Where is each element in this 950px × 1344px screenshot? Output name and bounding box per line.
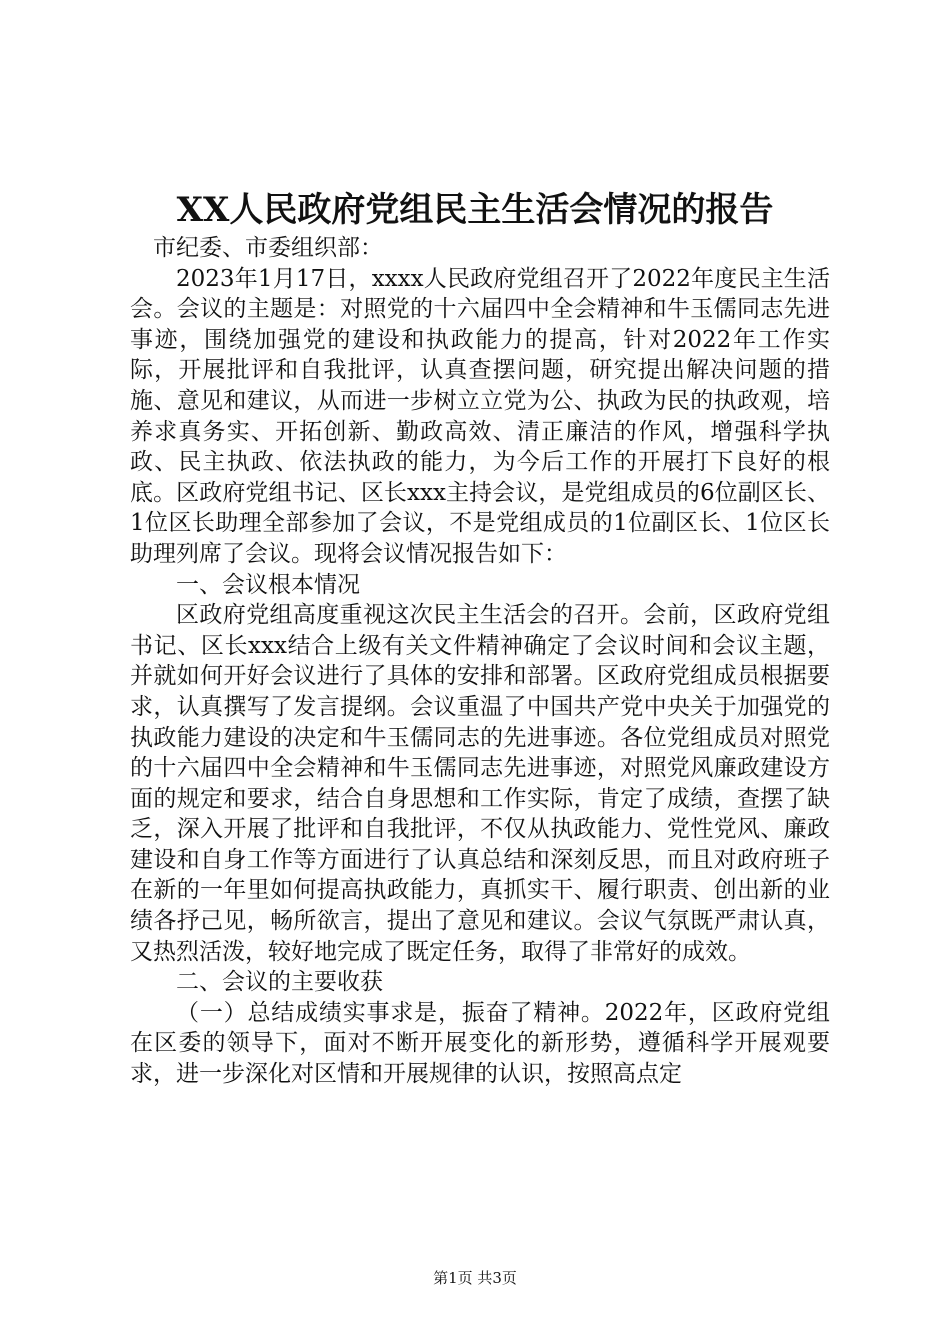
page-footer: 第1页 共3页 <box>433 1269 517 1287</box>
paragraph-section-1: 区政府党组高度重视这次民主生活会的召开。会前，区政府党组书记、区长xxx结合上级有关文件精神确定了会议时间和会议主题，并就如何开好会议进行了具体的安排和部署。区政府党组成员根据要求，认真撰写了发言提纲。会议重温了中国共产党中央关于加强党的执政能力建设的决定和牛玉儒同志的先进事迹。各位党组成员对照党的十六届四中全会精神和牛玉儒同志先进事迹，对照党风廉政建设方面的规定和要求，结合自身思想和工作实际，肯定了成绩，查摆了缺乏，深入开展了批评和自我批评，不仅从执政能力、党性党风、廉政建设和自身工作等方面进行了认真总结和深刻反思，而且对政府班子在新的一年里如何提高执政能力，真抓实干、履行职责、创出新的业绩各抒己见，畅所欲言，提出了意见和建议。会议气氛既严肃认真，又热烈活泼，较好地完成了既定任务，取得了非常好的成效。 <box>130 602 830 965</box>
paragraph-intro: 2023年1月17日，xxxx人民政府党组召开了2022年度民主生活会。会议的主题是：对照党的十六届四中全会精神和牛玉儒同志先进事迹，围绕加强党的建设和执政能力的提高，针对2022年工作实际，开展批评和自我批评，认真查摆问题，研究提出解决问题的措施、意见和建议，从而进一步树立立党为公、执政为民的执政观，培养求真务实、开拓创新、勤政高效、清正廉洁的作风，增强科学执政、民主执政、依法执政的能力，为今后工作的开展打下良好的根底。区政府党组书记、区长xxx主持会议，是党组成员的6位副区长、1位区长助理全部参加了会议，不是党组成员的1位副区长、1位区长助理列席了会议。现将会议情况报告如下： <box>130 265 830 567</box>
document-title: XX人民政府党组民主生活会情况的报告 <box>176 190 774 230</box>
document-body <box>130 233 830 1090</box>
salutation: 市纪委、市委组织部： <box>153 235 383 261</box>
paragraph-section-2-1: （一）总结成绩实事求是，振奋了精神。2022年，区政府党组在区委的领导下，面对不断开展变化的新形势，遵循科学开展观要求，进一步深化对区情和开展规律的认识，按照高点定 <box>130 999 830 1088</box>
section-heading-2: 二、会议的主要收获 <box>176 969 383 996</box>
section-heading-1: 一、会议根本情况 <box>176 571 360 598</box>
